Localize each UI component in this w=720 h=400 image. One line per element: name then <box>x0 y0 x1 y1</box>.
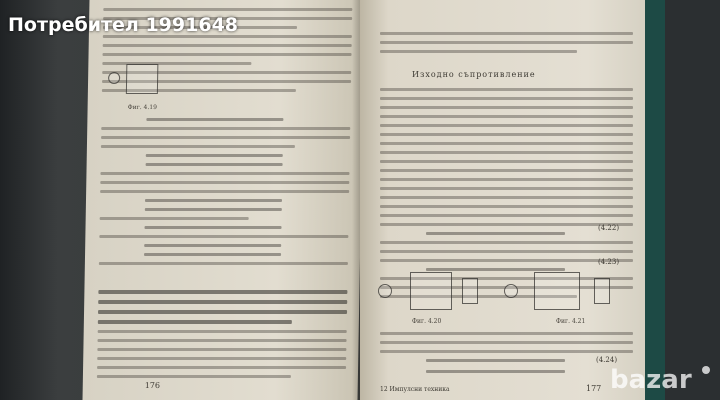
seller-overlay-text: Потребител 1991648 <box>8 14 239 36</box>
circuit-figure-4-20 <box>374 268 486 314</box>
equation-label: (4.22) <box>598 224 620 232</box>
left-page <box>83 0 365 400</box>
left-text-block-mid <box>99 118 351 271</box>
figure-caption: Фиг. 4.20 <box>412 318 442 325</box>
left-text-block-bottom <box>97 290 348 384</box>
bazar-watermark-logo <box>606 358 718 398</box>
equation-label: (4.23) <box>598 258 620 266</box>
figure-caption: Фиг. 4.19 <box>127 104 157 111</box>
book-cover-edge <box>645 0 665 400</box>
right-page <box>360 0 645 400</box>
right-text-block-top <box>380 32 633 59</box>
left-page-number: 176 <box>144 381 161 390</box>
right-page-number: 177 <box>586 384 602 393</box>
background <box>665 0 720 400</box>
svg-text:bazar: bazar <box>610 365 692 395</box>
bazar-logo-icon <box>606 358 718 398</box>
right-text-block-end <box>380 370 633 379</box>
section-heading: Изходно съпротивление <box>412 70 536 79</box>
page-footer: 12 Импулсни техника <box>380 386 450 393</box>
figure-caption: Фиг. 4.21 <box>556 318 586 325</box>
circuit-figure-4-19 <box>104 58 185 100</box>
circuit-figure-4-21 <box>500 268 620 314</box>
equation-label: (4.24) <box>596 356 618 364</box>
